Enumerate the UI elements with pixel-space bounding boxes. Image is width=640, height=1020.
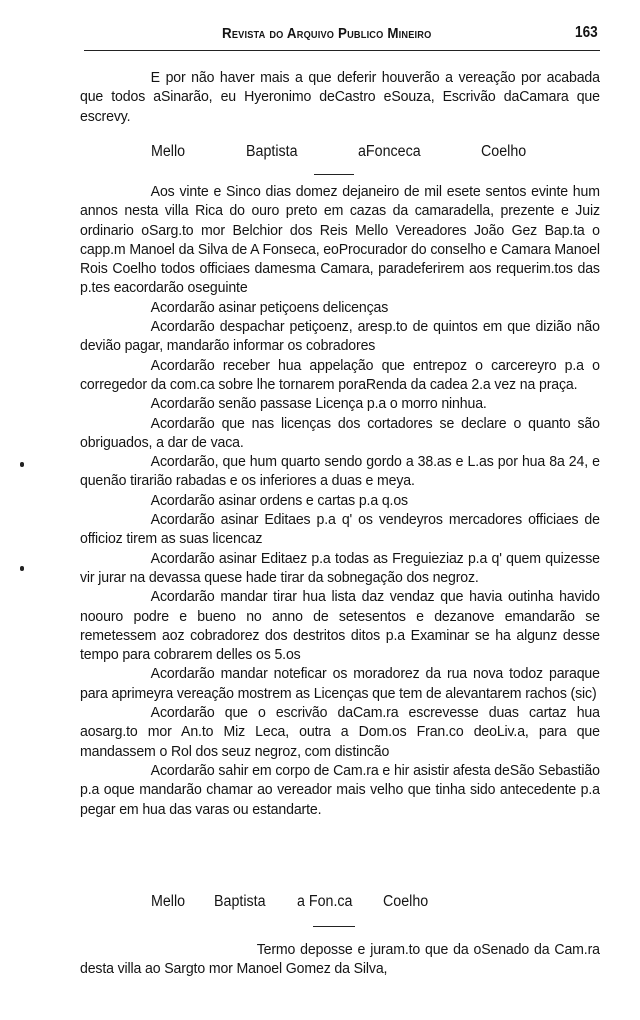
resolution-item: Acordarão mandar noteficar os moradorez da rua nova todoz paraque para aprimeyra vereação mostrem as Licenças que tem de alevantarem rachos (sic) xyxy=(80,665,600,702)
opening-paragraph xyxy=(80,68,600,126)
resolution-item: Acordarão despachar petiçoenz, aresp.to de quintos em que dizião não devião pagar, mandarão informar os cobradores xyxy=(80,318,600,355)
section-divider-1 xyxy=(314,174,354,175)
signature-coelho: Coelho xyxy=(383,893,429,910)
resolution-item: Acordarão senão passase Licença p.a o morro ninhua. xyxy=(150,395,487,413)
resolution-item: Acordarão asinar ordens e cartas p.a q.os xyxy=(150,491,408,509)
signature-fonseca: a Fon.ca xyxy=(297,893,353,910)
signature-fonceca: aFonceca xyxy=(358,143,421,160)
signature-coelho: Coelho xyxy=(481,143,527,160)
opening-text: E por não haver mais a que deferir houverão a vereação por acabada que todos aSinarão, eu Hyeronimo deCastro eSouza, Escrivão daCamara que escrevy. xyxy=(80,69,600,125)
signature-mello: Mello xyxy=(151,893,186,910)
resolution-item: Acordarão mandar tirar hua lista daz vendaz que havia outinha havido noouro podre e bueno no anno de setesentos e dezanove emandarão se remetessem aoz cobradorez dos destritos ditos p.a Examinar se ha algunz desse tempo para cobrarem delles os 5.os xyxy=(80,588,600,664)
resolution-item: Acordarão asinar Editaes p.a q' os vendeyros mercadores officiaes de officioz tirem as suas licencaz xyxy=(80,511,600,548)
resolution-item: Acordarão asinar Editaez p.a todas as Freguieziaz p.a q' quem quizesse vir jurar na devassa quese hade tirar da sobnegação dos negroz. xyxy=(80,549,600,586)
closing-text: Termo deposse e juram.to que da oSenado da Cam.ra desta villa ao Sargto mor Manoel Gomez da Silva, xyxy=(80,941,600,978)
resolution-item: Acordarão asinar petiçoens delicenças xyxy=(150,298,389,316)
resolution-item: Acordarão que o escrivão daCam.ra escrevesse duas cartaz hua aosarg.to mor An.to Miz Leca, outra a Dom.os Fran.co deoLiv.a, para que mandassem o Rol dos seuz negroz, com distincão xyxy=(80,704,600,760)
margin-mark xyxy=(20,462,24,467)
margin-mark xyxy=(20,566,24,571)
signature-baptista: Baptista xyxy=(214,893,266,910)
page-number: 163 xyxy=(575,24,598,41)
page-header xyxy=(84,20,600,51)
resolution-item: Acordarão receber hua appelação que entrepoz o carcereyro p.a o corregedor da com.ca sobre lhe tornarem poraRenda da cadea 2.a vez na praça. xyxy=(80,356,600,393)
session-record xyxy=(80,182,600,819)
running-title: Revista do Arquivo Publico Mineiro xyxy=(222,26,432,42)
signature-mello: Mello xyxy=(151,143,186,160)
session-intro: Aos vinte e Sinco dias domez dejaneiro de mil esete sentos evinte hum annos nesta villa Rica do ouro preto em cazas da camaradella, prezente e Juiz ordinario oSarg.to mor Belchior dos Reis Mello Vereadores João Gez Bap.ta o capp.m Manoel da Silva de A Fonseca, eoProcurador do conselho e Camara Manoel Rois Coelho todos officiaes damesma Camara, paradeferirem aos requerim.tos das p.tes eacordarão oseguinte xyxy=(80,183,600,297)
resolution-item: Acordarão, que hum quarto sendo gordo a 38.as e L.as por hua 8a 24, e quenão tirarião rabadas e os inferiores a duas e meya. xyxy=(80,453,600,490)
resolution-item: Acordarão que nas licenças dos cortadores se declare o quanto são obriguados, a dar de vaca. xyxy=(80,414,600,451)
closing-paragraph xyxy=(80,940,600,979)
section-divider-2 xyxy=(313,926,355,927)
resolution-item: Acordarão sahir em corpo de Cam.ra e hir asistir afesta deSão Sebastião p.a oque mandarão chamar ao vereador mais velho que tinha sido antecedente p.a pegar em hua das varas ou estandarte. xyxy=(80,761,600,818)
signature-baptista: Baptista xyxy=(246,143,298,160)
